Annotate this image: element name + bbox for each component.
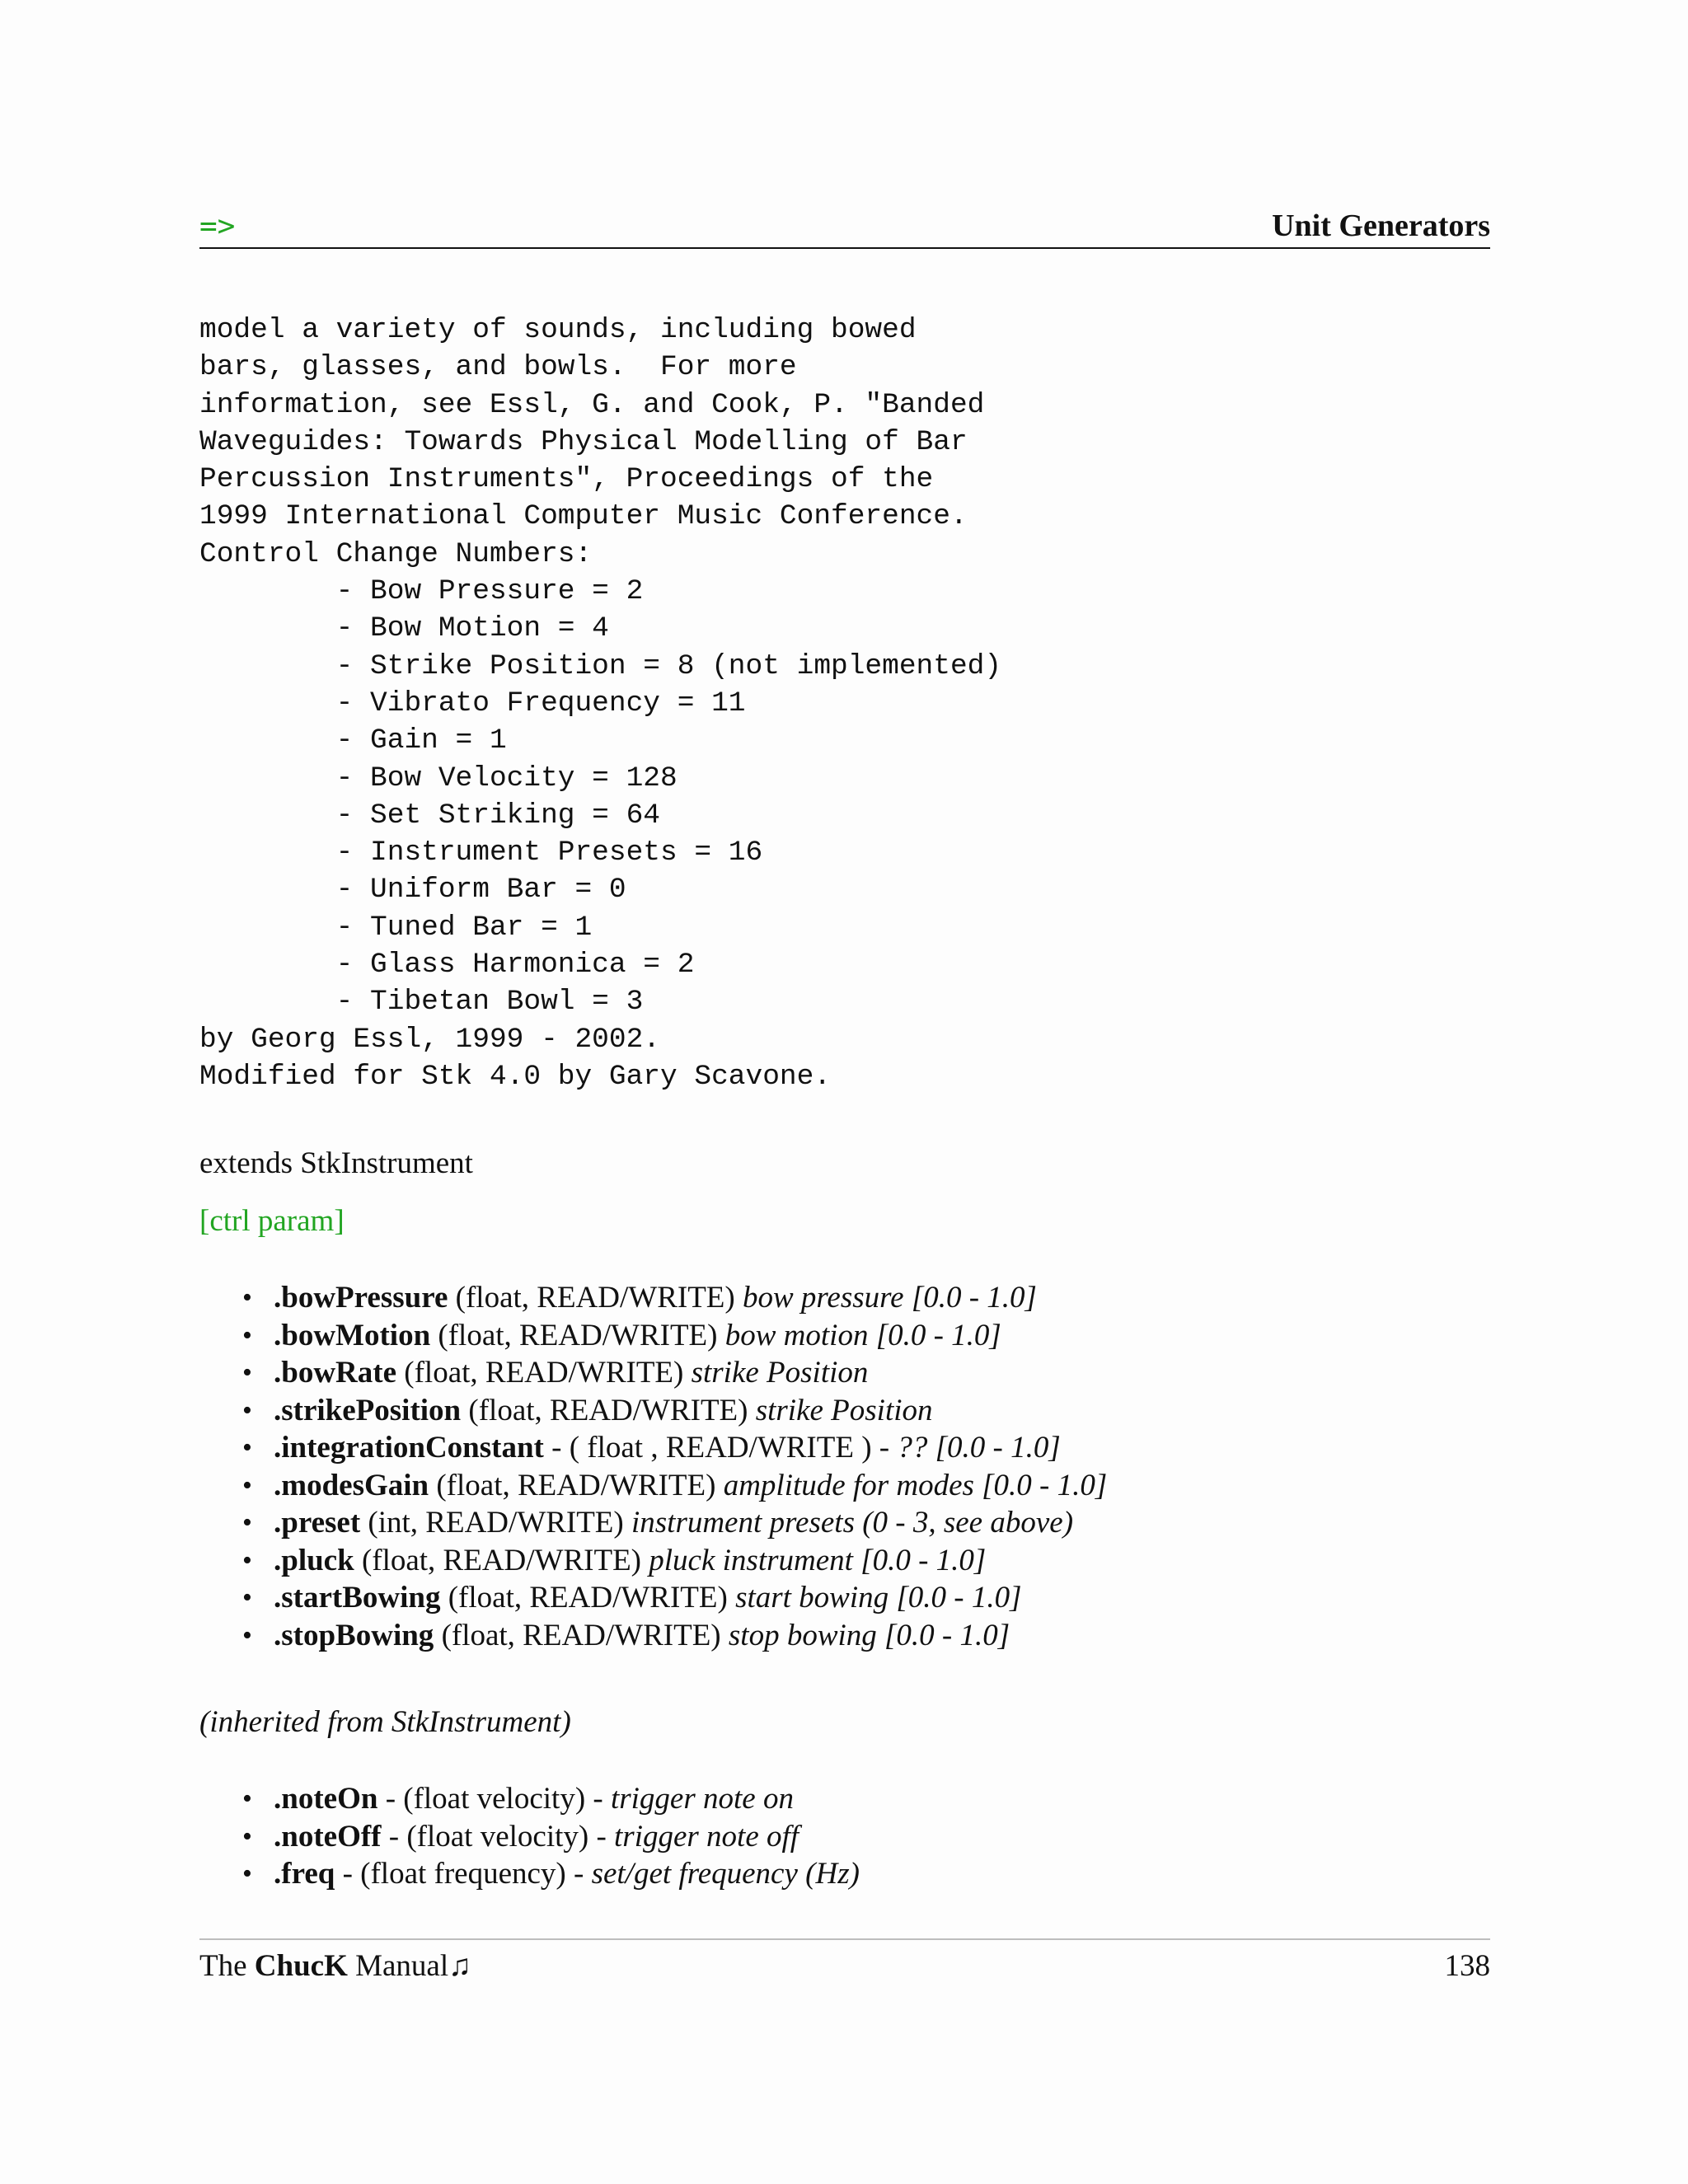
param-name: .bowMotion (274, 1318, 431, 1352)
param-item (199, 1780, 860, 1818)
code-line: - Tibetan Bowl = 3 (199, 986, 644, 1019)
code-line: - Vibrato Frequency = 11 (199, 687, 746, 719)
param-name: .stopBowing (274, 1618, 434, 1652)
param-item (199, 1542, 1107, 1580)
param-type: (float, READ/WRITE) (461, 1393, 756, 1427)
bullet-icon: • (242, 1282, 252, 1313)
bullet-icon: • (242, 1469, 252, 1501)
bullet-icon: • (242, 1619, 252, 1651)
param-type: (float, READ/WRITE) (430, 1318, 725, 1352)
code-line: - Set Striking = 64 (199, 799, 660, 832)
param-type: (float, READ/WRITE) (434, 1618, 729, 1652)
param-item (199, 1467, 1107, 1505)
param-description: ?? [0.0 - 1.0] (897, 1431, 1061, 1465)
bullet-icon: • (242, 1821, 252, 1852)
code-line: by Georg Essl, 1999 - 2002. (199, 1023, 660, 1056)
manual-page (199, 0, 1490, 2184)
footer-title: The ChucK Manual♫ (199, 1949, 471, 1983)
code-line: Control Change Numbers: (199, 537, 593, 570)
header-rule (199, 247, 1490, 249)
bullet-icon: • (242, 1394, 252, 1426)
param-description: bow pressure [0.0 - 1.0] (742, 1281, 1037, 1315)
param-type: (float, READ/WRITE) (354, 1543, 649, 1577)
header-title: Unit Generators (1272, 209, 1490, 243)
footer-brand: ChucK (254, 1949, 348, 1983)
param-name: .noteOn (274, 1782, 378, 1816)
bullet-icon: • (242, 1544, 252, 1576)
param-type: - (float frequency) - (335, 1857, 592, 1891)
param-type: (float, READ/WRITE) (448, 1281, 743, 1315)
code-line: Modified for Stk 4.0 by Gary Scavone. (199, 1060, 832, 1093)
inherited-param-list (199, 1780, 860, 1893)
param-name: .preset (274, 1506, 361, 1540)
bullet-icon: • (242, 1432, 252, 1463)
param-item (199, 1429, 1107, 1467)
param-type: (int, READ/WRITE) (360, 1506, 631, 1540)
code-line: 1999 International Computer Music Conference. (199, 500, 968, 533)
code-line: bars, glasses, and bowls. For more (199, 351, 797, 384)
code-line: information, see Essl, G. and Cook, P. "Banded (199, 388, 985, 421)
param-description: pluck instrument [0.0 - 1.0] (649, 1543, 987, 1577)
bullet-icon: • (242, 1319, 252, 1351)
bullet-icon: • (242, 1582, 252, 1613)
page-number: 138 (1444, 1949, 1490, 1983)
param-type: - (float velocity) - (377, 1782, 611, 1816)
param-name: .strikePosition (274, 1393, 462, 1427)
param-item (199, 1579, 1107, 1617)
code-line: model a variety of sounds, including bowed (199, 314, 917, 346)
bullet-icon: • (242, 1357, 252, 1388)
param-name: .integrationConstant (274, 1431, 544, 1465)
param-type: (float, READ/WRITE) (429, 1468, 724, 1502)
ctrl-param-heading: [ctrl param] (199, 1204, 345, 1238)
param-item (199, 1392, 1107, 1430)
bullet-icon: • (242, 1783, 252, 1814)
code-line: - Strike Position = 8 (not implemented) (199, 649, 1002, 682)
param-name: .modesGain (274, 1468, 429, 1502)
page-header (199, 204, 1490, 251)
header-arrow: => (199, 209, 236, 243)
inherited-label: (inherited from StkInstrument) (199, 1705, 571, 1739)
param-description: strike Position (755, 1393, 933, 1427)
param-description: bow motion [0.0 - 1.0] (724, 1318, 1001, 1352)
param-item (199, 1504, 1107, 1542)
param-description: trigger note on (610, 1782, 794, 1816)
param-name: .startBowing (274, 1581, 441, 1615)
param-type: - ( float , READ/WRITE ) - (543, 1431, 898, 1465)
bullet-icon: • (242, 1507, 252, 1538)
param-description: stop bowing [0.0 - 1.0] (728, 1618, 1010, 1652)
param-name: .pluck (274, 1543, 354, 1577)
param-type: (float, READ/WRITE) (440, 1581, 736, 1615)
extends-line: extends StkInstrument (199, 1146, 473, 1180)
code-line: - Instrument Presets = 16 (199, 837, 763, 869)
param-type: - (float velocity) - (381, 1819, 615, 1854)
param-description: trigger note off (614, 1819, 799, 1854)
code-line: - Tuned Bar = 1 (199, 911, 593, 944)
param-item (199, 1279, 1107, 1317)
param-type: (float, READ/WRITE) (396, 1356, 692, 1390)
footer-rule (199, 1938, 1490, 1940)
param-description: set/get frequency (Hz) (591, 1857, 860, 1891)
bullet-icon: • (242, 1858, 252, 1889)
code-line: - Gain = 1 (199, 724, 507, 757)
param-item (199, 1818, 860, 1856)
param-name: .bowPressure (274, 1281, 448, 1315)
param-item (199, 1617, 1107, 1655)
code-line: - Bow Velocity = 128 (199, 762, 678, 794)
code-line: - Glass Harmonica = 2 (199, 949, 695, 982)
code-line: - Uniform Bar = 0 (199, 874, 626, 907)
description-code-block (199, 312, 1001, 1095)
code-line: - Bow Motion = 4 (199, 612, 609, 645)
code-line: Waveguides: Towards Physical Modelling of Bar (199, 425, 968, 458)
param-description: start bowing [0.0 - 1.0] (735, 1581, 1022, 1615)
param-description: strike Position (691, 1356, 869, 1390)
code-line: - Bow Pressure = 2 (199, 575, 644, 608)
param-list (199, 1279, 1107, 1654)
param-description: amplitude for modes [0.0 - 1.0] (723, 1468, 1108, 1502)
param-item (199, 1354, 1107, 1392)
param-name: .bowRate (274, 1356, 397, 1390)
param-name: .noteOff (274, 1819, 382, 1854)
param-description: instrument presets (0 - 3, see above) (631, 1506, 1074, 1540)
param-item (199, 1317, 1107, 1355)
code-line: Percussion Instruments", Proceedings of the (199, 463, 934, 496)
param-item (199, 1855, 860, 1893)
param-name: .freq (274, 1857, 335, 1891)
